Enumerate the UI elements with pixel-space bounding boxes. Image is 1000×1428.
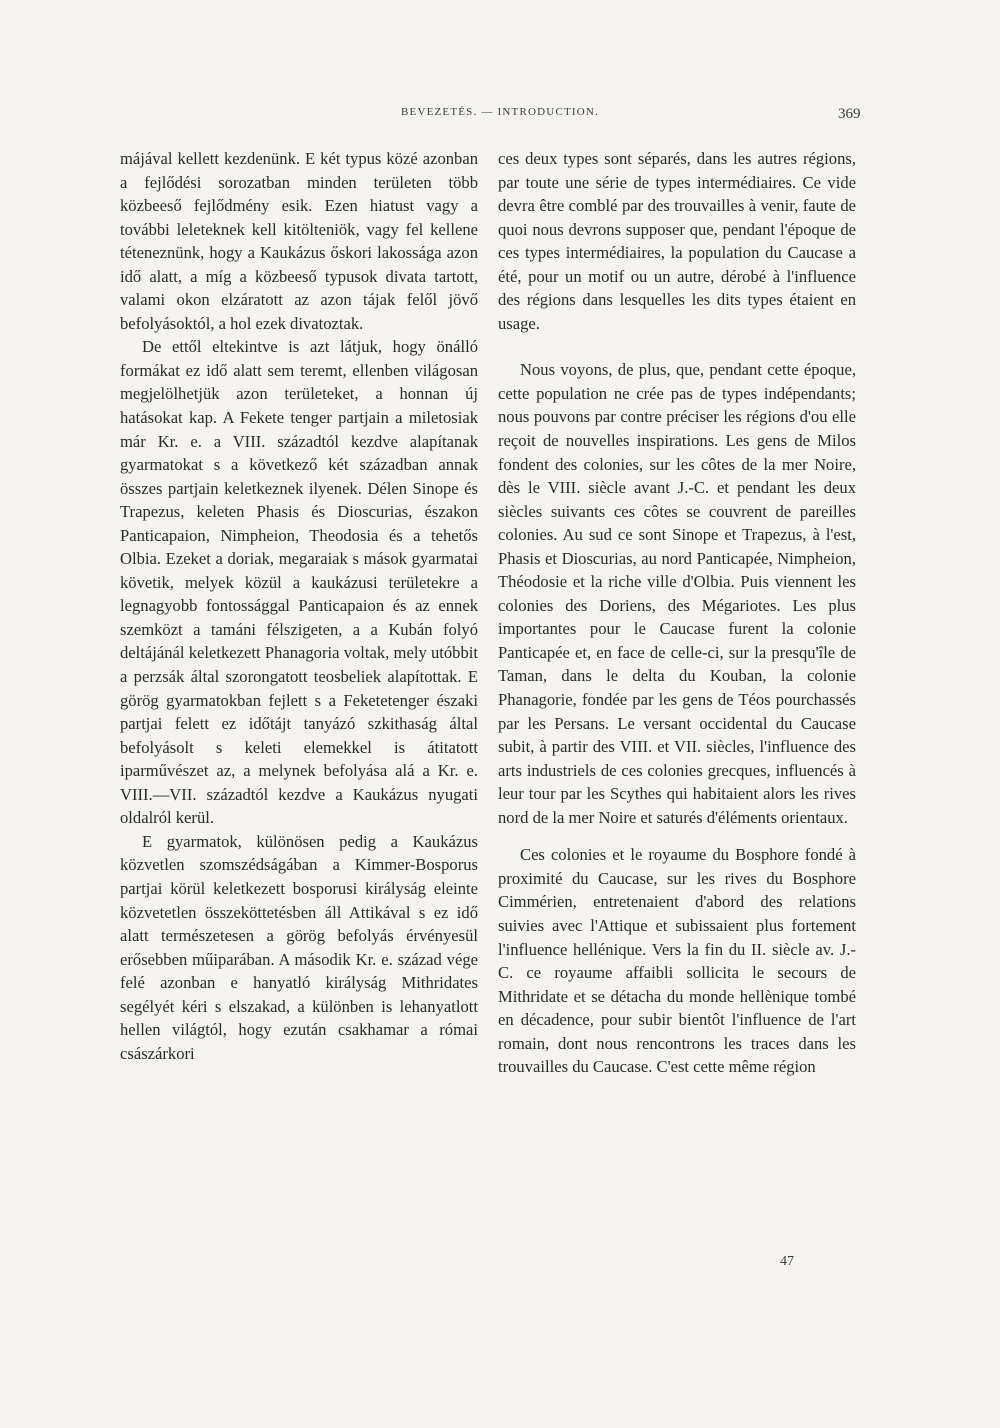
page-number: 369 <box>838 106 861 122</box>
right-paragraph-1: ces deux types sont séparés, dans les autres régions, par toute une série de types intermédiaires. Ce vide devra être comblé par des trouvailles à venir, faute de quoi nous devrons supposer que, pendant l'époque de ces types intermédiaires, la population du Caucase a été, pour un motif ou un autre, dérobé à l'influence des régions dans lesquelles les dits types étaient en usage. <box>498 149 856 333</box>
right-column-french <box>498 147 856 1079</box>
running-head: BEVEZETÉS. — INTRODUCTION. <box>400 106 599 118</box>
left-paragraph-1: májával kellett kezdenünk. E két typus közé azonban a fejlődési sorozatban minden területen több közbeeső fejlődmény esik. Ezen hiatust vagy a további leleteknek kell kitölteniök, vagy fel kellene téteneznünk, hogy a Kaukázus őskori lakossága azon idő alatt, a míg a közbeeső typusok divata tartott, valami okon elzáratott az azon tájak felől jövő befolyásoktól, a hol ezek divatoztak. <box>120 149 478 333</box>
right-paragraph-2: Nous voyons, de plus, que, pendant cette époque, cette population ne crée pas de types indépendants; nous pouvons par contre préciser les régions d'ou elle reçoit de nouvelles inspirations. Les gens de Milos fondent des colonies, sur les côtes de la mer Noire, dès le VIII. siècle avant J.-C. et pendant les deux siècles suivants ces côtes se couvrent de pareilles colonies. Au sud ce sont Sinope et Trapezus, à l'est, Phasis et Dioscurias, au nord Panticapée, Nimpheion, Théodosie et la riche ville d'Olbia. Puis viennent les colonies des Doriens, des Mégariotes. Les plus importantes pour le Caucase furent la colonie Panticapée et, en face de celle-ci, sur la presqu'île de Taman, dans le delta du Kouban, la colonie Phanagorie, fondée par les gens de Téos pourchassés par les Persans. Le versant occidental du Caucase subit, à partir des VIII. et VII. siècles, l'influence des arts industriels de ces colonies grecques, influencés à leur tour par les Scythes qui habitaient alors les rives nord de la mer Noire et saturés d'éléments orientaux. <box>498 360 856 827</box>
left-paragraph-2: De ettől eltekintve is azt látjuk, hogy önálló formákat ez idő alatt sem teremt, ellenben világosan megjelölhetjük azon területeket, a honnan új hatásokat kap. A Fekete tenger partjain a miletosiak már Kr. e. a VIII. századtól kezdve alapítanak gyarmatokat s a következő két században annak összes partjain keletkeznek ilyenek. Délen Sinope és Trapezus, keleten Phasis és Dioscurias, északon Panticapaion, Nimpheion, Theodosia és a tehetős Olbia. Ezeket a doriak, megaraiak s mások gyarmatai követik, melyek közül a kaukázusi területekre a legnagyobb fontossággal Panticapaion és az ennek szemközt a tamáni félszigeten, a a Kubán folyó deltájánál keletkezett Phanagoria voltak, mely utóbbit a perzsák által szorongatott teosbeliek alapítottak. E görög gyarmatokban fejlett s a Feketetenger északi partjai felett ez időtájt tanyázó szkithaság által befolyásolt s keleti elemekkel is átitatott iparművészet az, a melynek befolyása alá a Kr. e. VIII.—VII. századtól kezdve a Kaukázus nyugati oldalról kerül. <box>120 337 478 828</box>
left-paragraph-3: E gyarmatok, különösen pedig a Kaukázus közvetlen szomszédságában a Kimmer-Bosporus partjai körül keletkezett bosporusi királyság eleinte közvetetlen összeköttetésben áll Attikával s ez idő alatt természetesen a görög befolyás érvényesül erősebben műiparában. A második Kr. e. század vége felé azonban e hanyatló királyság Mithridates segélyét kéri s elszakad, a különben is lehanyatlott hellen világtól, hogy ezután csakhamar a római császárkori <box>120 831 478 1063</box>
right-paragraph-3: Ces colonies et le royaume du Bosphore fondé à proximité du Caucase, sur les rives du Bosphore Cimmérien, entretenaient d'abord des relations suivies avec l'Attique et subissaient plus fortement l'influence hellénique. Vers la fin du II. siècle av. J.-C. ce royaume affaibli sollicita le secours de Mithridate et se détacha du monde hellènique tombé en décadence, pour subir bientôt l'influence de l'art romain, dont nous rencontrons les traces dans les trouvailles du Caucase. C'est cette même région <box>498 845 856 1077</box>
sheet-signature: 47 <box>780 1254 794 1269</box>
left-column-hungarian <box>120 147 478 1065</box>
